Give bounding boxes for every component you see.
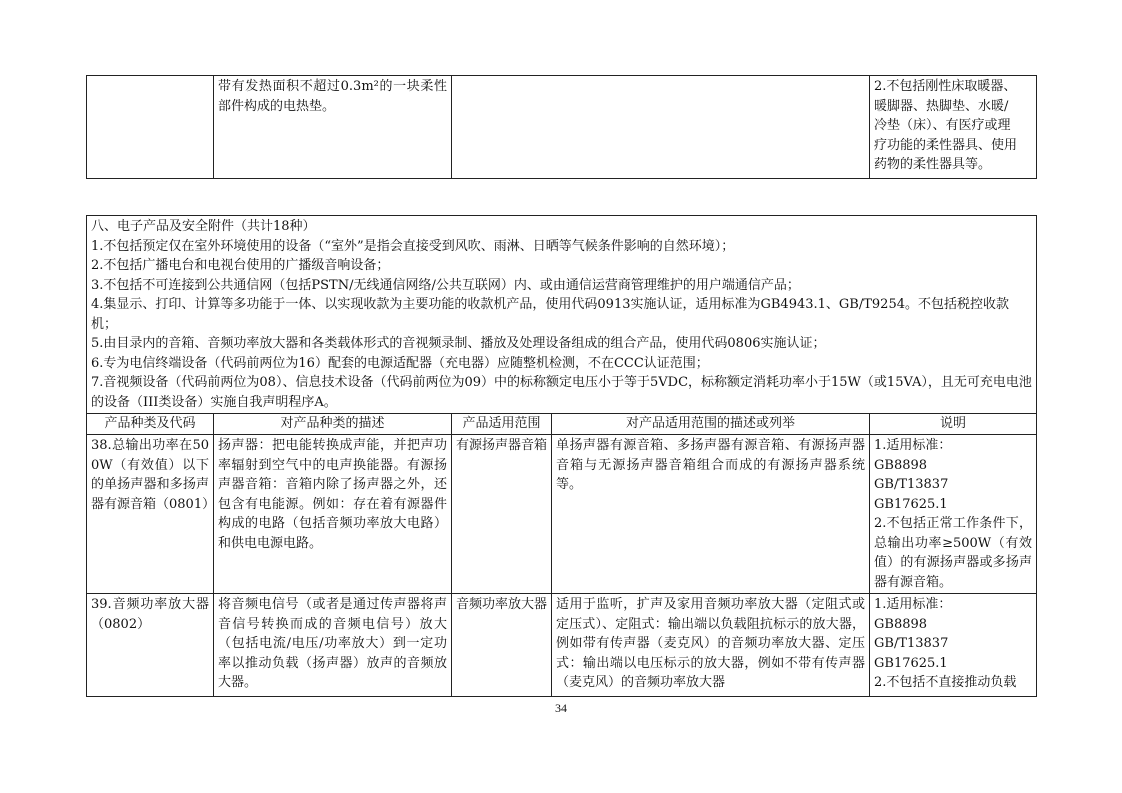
header-row bbox=[87, 414, 1037, 435]
product-scope-desc: 适用于监听，扩声及家用音频功率放大器（定阻式或定压式）、定阻式：输出端以负载阻抗标示的放大器，例如带有传声器（麦克风）的音频功率放大器、定压式：输出端以电压标示的放大器，例如不带有传声器（麦克风）的音频功率放大器 bbox=[552, 594, 870, 697]
table-row bbox=[87, 594, 1037, 697]
section-note: 7.音视频设备（代码前两位为08）、信息技术设备（代码前两位为09）中的标称额定电压小于等于5VDC，标称额定消耗功率小于15W（或15VA），且无可充电电池的设备（III类设备）实施自我声明程序A。 bbox=[91, 375, 1032, 410]
product-code: 39.音频功率放大器（0802） bbox=[87, 594, 214, 697]
continued-scope-cell bbox=[452, 76, 552, 179]
section-note: 6.专为电信终端设备（代码前两位为16）配套的电源适配器（充电器）应随整机检测，不在CCC认证范围； bbox=[91, 355, 709, 371]
header-scope-desc: 对产品适用范围的描述或列举 bbox=[552, 414, 870, 435]
table-row bbox=[87, 435, 1037, 594]
continued-code-cell bbox=[87, 76, 214, 179]
header-scope: 产品适用范围 bbox=[452, 414, 552, 435]
product-description: 将音频电信号（或者是通过传声器将声音信号转换而成的音频电信号）放大（包括电流/电压/功率放大）到一定功率以推动负载（扬声器）放声的音频放大器。 bbox=[214, 594, 452, 697]
section-title: 八、电子产品及安全附件（共计18种） bbox=[91, 219, 316, 234]
product-scope: 音频功率放大器 bbox=[452, 594, 552, 697]
continued-scope-desc-cell bbox=[552, 76, 870, 179]
product-description: 扬声器：把电能转换成声能，并把声功率辐射到空气中的电声换能器。有源扬声器音箱：音箱内除了扬声器之外，还包含有电能源。例如：存在着有源器件构成的电路（包括音频功率放大电路）和供电电源电路。 bbox=[214, 435, 452, 594]
section-notes bbox=[87, 216, 1037, 414]
header-code: 产品种类及代码 bbox=[87, 414, 214, 435]
product-scope: 有源扬声器音箱 bbox=[452, 435, 552, 594]
section-note: 1.不包括预定仅在室外环境使用的设备（“室外”是指会直接受到风吹、雨淋、日晒等气候条件影响的自然环境）； bbox=[91, 238, 735, 254]
section-note: 4.集显示、打印、计算等多功能于一体、以实现收款为主要功能的收款机产品，使用代码0913实施认证，适用标准为GB4943.1、GB/T9254。不包括税控收款机； bbox=[91, 297, 1009, 332]
page-number: 34 bbox=[555, 701, 567, 715]
continued-notes: 2.不包括刚性床取暖器、 暖脚器、热脚垫、水暖/ 冷垫（床）、有医疗或理 疗功能的柔性器具、使用 药物的柔性器具等。 bbox=[870, 76, 1037, 179]
electronics-table bbox=[86, 215, 1037, 697]
continued-description: 带有发热面积不超过0.3m²的一块柔性部件构成的电热垫。 bbox=[214, 76, 452, 179]
header-notes: 说明 bbox=[870, 414, 1037, 435]
continued-row bbox=[87, 76, 1037, 179]
header-description: 对产品种类的描述 bbox=[214, 414, 452, 435]
section-row bbox=[87, 216, 1037, 414]
product-notes: 1.适用标准： GB8898 GB/T13837 GB17625.1 2.不包括正常工作条件下，总输出功率≥500W（有效值）的有源扬声器或多扬声器有源音箱。 bbox=[870, 435, 1037, 594]
product-notes: 1.适用标准： GB8898 GB/T13837 GB17625.1 2.不包括不直接推动负载 bbox=[870, 594, 1037, 697]
continued-table bbox=[86, 75, 1037, 179]
product-scope-desc: 单扬声器有源音箱、多扬声器有源音箱、有源扬声器音箱与无源扬声器音箱组合而成的有源扬声器系统等。 bbox=[552, 435, 870, 594]
product-code: 38.总输出功率在500W（有效值）以下的单扬声器和多扬声器有源音箱（0801） bbox=[87, 435, 214, 594]
section-note: 3.不包括不可连接到公共通信网（包括PSTN/无线通信网络/公共互联网）内、或由通信运营商管理维护的用户端通信产品； bbox=[91, 277, 800, 293]
section-note: 2.不包括广播电台和电视台使用的广播级音响设备； bbox=[91, 258, 390, 273]
section-note: 5.由目录内的音箱、音频功率放大器和各类载体形式的音视频录制、播放及处理设备组成的组合产品，使用代码0806实施认证； bbox=[91, 336, 826, 351]
